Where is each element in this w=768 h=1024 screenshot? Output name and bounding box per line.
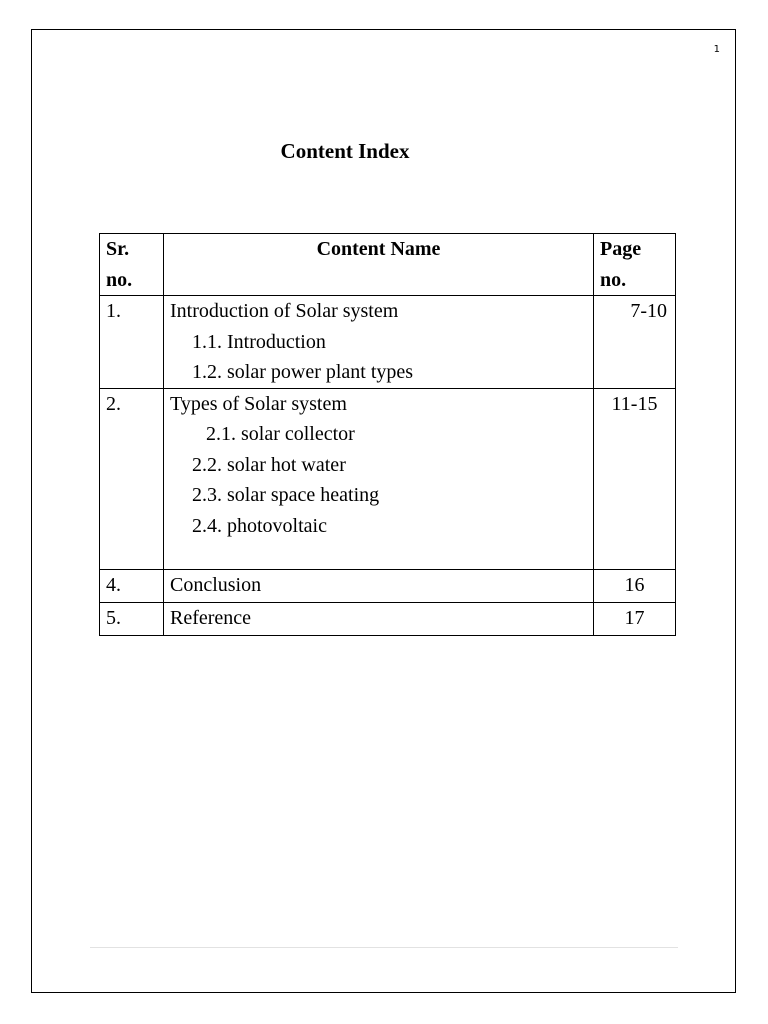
header-content-name: Content Name	[164, 234, 594, 296]
row-content	[164, 388, 594, 569]
subsection-item: 2.4. photovoltaic	[192, 514, 327, 537]
row-content: Conclusion	[164, 569, 594, 602]
row-sr: 1.	[100, 296, 164, 389]
subsection-item: 1.2. solar power plant types	[192, 361, 414, 383]
footer-divider	[90, 947, 678, 948]
page-title: Content Index	[280, 139, 410, 163]
subsection-item: 2.1. solar collector	[206, 423, 355, 445]
subsection-item: 1.1. Introduction	[192, 330, 326, 353]
table-row	[100, 388, 676, 569]
row-page: 17	[594, 602, 676, 635]
header-sr-line: no.	[106, 268, 133, 291]
row-sr: 2.	[100, 388, 164, 569]
header-page-no	[594, 234, 676, 296]
table-row	[100, 569, 676, 602]
header-page-line: no.	[600, 268, 627, 291]
page-number: 1	[713, 44, 720, 55]
row-sr: 5.	[100, 602, 164, 635]
table-row	[100, 602, 676, 635]
row-content	[164, 296, 594, 389]
section-title: Types of Solar system	[170, 392, 347, 415]
section-title: Introduction of Solar system	[170, 300, 399, 322]
table-row	[100, 296, 676, 389]
row-page: 7-10	[594, 296, 676, 389]
row-page: 11-15	[594, 388, 676, 569]
row-sr: 4.	[100, 569, 164, 602]
header-page-line: Page	[600, 238, 642, 260]
content-index-table	[99, 233, 676, 636]
header-sr-no	[100, 234, 164, 296]
subsection-item: 2.2. solar hot water	[192, 453, 346, 476]
row-page: 16	[594, 569, 676, 602]
subsection-item: 2.3. solar space heating	[192, 484, 380, 506]
table-header-row	[100, 234, 676, 296]
header-sr-line: Sr.	[106, 238, 130, 260]
row-content: Reference	[164, 602, 594, 635]
